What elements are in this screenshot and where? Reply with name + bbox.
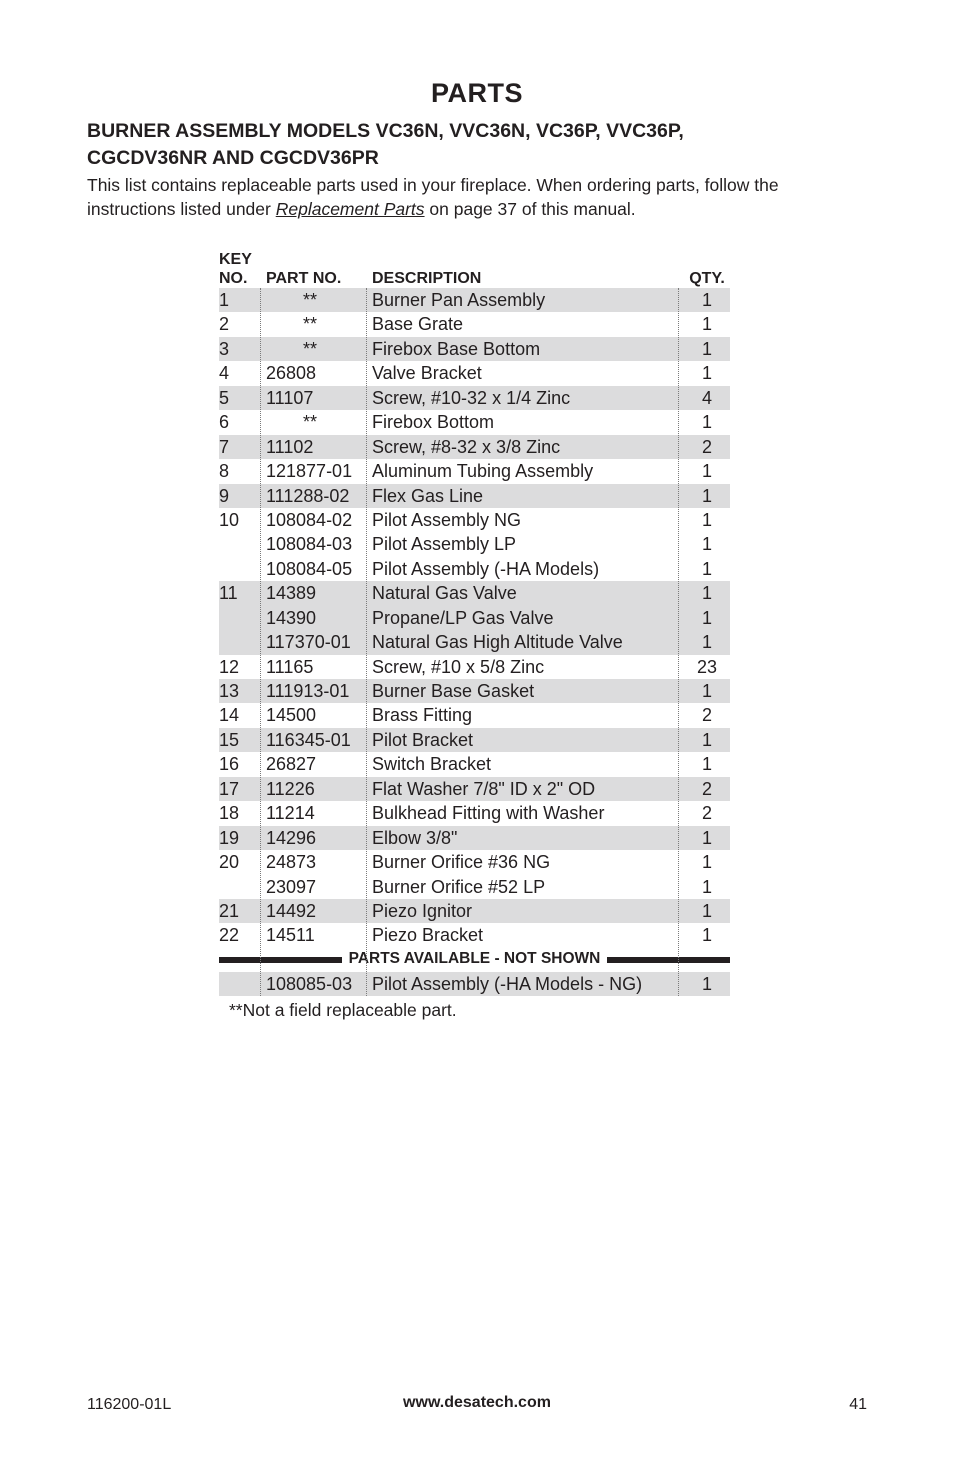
description-cell: Bulkhead Fitting with Washer [372,803,605,824]
qty-cell: 1 [701,754,712,775]
qty-cell: 2 [701,436,712,457]
header-description: DESCRIPTION [372,270,482,287]
table-row [219,606,730,630]
part-no-cell: 14511 [266,925,315,946]
qty-cell: 1 [701,338,712,359]
part-no-cell: ** [302,338,317,359]
description-cell: Firebox Bottom [372,412,495,433]
description-cell: Burner Orifice #36 NG [372,852,551,873]
table-row [219,557,730,581]
footnote: **Not a field replaceable part. [229,1000,457,1020]
page-number: 41 [849,1396,867,1413]
qty-cell: 1 [701,925,712,946]
part-no-cell: 117370-01 [266,632,351,653]
table-row [219,630,730,654]
table-row [219,752,730,776]
key-no-cell: 15 [219,729,240,750]
qty-cell: 1 [701,973,712,994]
key-no-cell: 14 [219,705,240,726]
part-no-cell: 14390 [266,607,317,628]
qty-cell: 1 [701,583,712,604]
header-key-line-1: KEY [219,251,252,268]
table-row [219,703,730,727]
description-cell: Natural Gas Valve [372,583,517,604]
intro-line-2 [87,198,867,222]
parts-available-label: PARTS AVAILABLE - NOT SHOWN [342,950,608,967]
table-body [219,288,730,948]
key-no-cell: 4 [219,363,230,384]
part-no-cell: 108084-03 [266,534,353,555]
header-part-no: PART NO. [266,270,342,287]
qty-cell: 1 [701,290,712,310]
description-cell: Burner Base Gasket [372,681,535,701]
part-no-cell: 11226 [266,778,315,799]
part-no-cell: 108084-02 [266,509,353,530]
part-no-cell: 26827 [266,754,317,775]
description-cell: Burner Orifice #52 LP [372,876,546,897]
qty-cell: 2 [701,705,712,726]
part-no-cell: 111913-01 [266,681,350,701]
qty-cell: 1 [701,314,712,335]
table-row [219,532,730,556]
description-cell: Pilot Assembly (-HA Models - NG) [372,973,643,994]
intro-text-end: on page 37 of this manual. [424,198,636,219]
section-heading-line-1: BURNER ASSEMBLY MODELS VC36N, VVC36N, VC36P, VVC36P, [87,120,684,142]
table-row [219,923,730,947]
table-row [219,801,730,825]
website-link[interactable]: www.desatech.com [403,1394,551,1411]
table-row [219,728,730,752]
description-cell: Pilot Assembly NG [372,509,522,530]
description-cell: Screw, #10 x 5/8 Zinc [372,656,545,677]
header-key-no [219,250,252,288]
part-no-cell: 14296 [266,827,317,848]
description-cell: Base Grate [372,314,464,335]
table-row [219,679,730,703]
key-no-cell: 3 [219,338,230,359]
description-cell: Screw, #10-32 x 1/4 Zinc [372,387,571,408]
qty-cell: 1 [701,363,712,384]
part-no-cell: 26808 [266,363,317,384]
qty-cell: 1 [701,534,712,555]
table-row [219,361,730,385]
parts-available-divider [219,948,730,972]
part-no-cell: 14389 [266,583,317,604]
part-no-cell: 14492 [266,900,317,921]
table-row [219,410,730,434]
qty-cell: 2 [701,778,712,799]
section-heading-line-2: CGCDV36NR AND CGCDV36PR [87,147,379,169]
qty-cell: 1 [701,827,712,848]
part-no-cell: 108085-03 [266,973,353,994]
key-no-cell: 22 [219,925,240,946]
table-row [219,826,730,850]
table-header [219,248,730,288]
qty-cell: 1 [701,681,712,701]
table-row [219,899,730,923]
part-no-cell: ** [302,314,317,335]
part-no-cell: ** [302,412,317,433]
qty-cell: 23 [696,656,718,677]
description-cell: Screw, #8-32 x 3/8 Zinc [372,436,561,457]
part-no-cell: 108084-05 [266,558,353,579]
key-no-cell: 17 [219,778,240,799]
description-cell: Burner Pan Assembly [372,290,546,310]
key-no-cell: 19 [219,827,240,848]
qty-cell: 1 [701,485,712,506]
table-row [219,312,730,336]
key-no-cell: 10 [219,509,240,530]
table-row [219,972,730,996]
description-cell: Aluminum Tubing Assembly [372,461,594,482]
replacement-parts-reference: Replacement Parts [275,198,425,219]
part-no-cell: 11214 [266,803,315,824]
qty-cell: 1 [701,900,712,921]
column-divider-qty [678,288,679,996]
description-cell: Propane/LP Gas Valve [372,607,554,628]
parts-available-label-wrap [219,948,730,970]
qty-cell: 1 [701,412,712,433]
qty-cell: 1 [701,558,712,579]
table-row [219,850,730,874]
qty-cell: 1 [701,461,712,482]
column-divider-part [260,288,261,996]
table-row [219,581,730,605]
part-no-cell: 111288-02 [266,485,350,506]
description-cell: Natural Gas High Altitude Valve [372,632,623,653]
description-cell: Brass Fitting [372,705,473,726]
description-cell: Pilot Bracket [372,729,474,750]
header-key-line-2: NO. [219,270,248,287]
section-heading [87,118,867,172]
description-cell: Switch Bracket [372,754,492,775]
key-no-cell: 12 [219,656,240,677]
table-row [219,777,730,801]
qty-cell: 1 [701,632,712,653]
intro-text: instructions listed under [87,198,276,219]
key-no-cell: 2 [219,314,230,335]
key-no-cell: 20 [219,852,240,873]
description-cell: Firebox Base Bottom [372,338,541,359]
document-number: 116200-01L [87,1396,172,1413]
table-row [219,435,730,459]
key-no-cell: 18 [219,803,240,824]
description-cell: Valve Bracket [372,363,482,384]
table-row [219,655,730,679]
description-cell: Flex Gas Line [372,485,484,506]
key-no-cell: 11 [219,583,238,604]
key-no-cell: 21 [219,900,240,921]
table-row [219,875,730,899]
key-no-cell: 9 [219,485,230,506]
qty-cell: 1 [701,876,712,897]
description-cell: Elbow 3/8" [372,827,458,848]
table-row [219,508,730,532]
key-no-cell: 16 [219,754,240,775]
part-no-cell: 11165 [266,656,314,677]
qty-cell: 1 [701,607,712,628]
table-row [219,337,730,361]
part-no-cell: 121877-01 [266,461,353,482]
header-qty: QTY. [689,270,725,287]
key-no-cell: 13 [219,681,240,701]
description-cell: Flat Washer 7/8" ID x 2" OD [372,778,596,799]
qty-cell: 1 [701,729,712,750]
table-row [219,288,730,312]
part-no-cell: 23097 [266,876,317,897]
description-cell: Pilot Assembly LP [372,534,517,555]
available-parts-body [219,972,730,996]
key-no-cell: 8 [219,461,230,482]
key-no-cell: 1 [219,290,230,310]
table-row [219,386,730,410]
description-cell: Piezo Ignitor [372,900,473,921]
qty-cell: 1 [701,852,712,873]
table-row [219,484,730,508]
column-divider-desc [366,288,367,996]
qty-cell: 4 [701,387,712,408]
part-no-cell: 11102 [266,436,314,457]
qty-cell: 2 [701,803,712,824]
key-no-cell: 5 [219,387,230,408]
part-no-cell: 11107 [266,387,314,408]
key-no-cell: 7 [219,436,230,457]
page-title: PARTS [430,78,523,108]
part-no-cell: ** [302,290,317,310]
part-no-cell: 14500 [266,705,317,726]
description-cell: Pilot Assembly (-HA Models) [372,558,600,579]
intro-line-1: This list contains replaceable parts used in your fireplace. When ordering parts, follow the [87,175,779,195]
qty-cell: 1 [701,509,712,530]
part-no-cell: 24873 [266,852,317,873]
table-row [219,459,730,483]
parts-table [219,248,730,996]
part-no-cell: 116345-01 [266,729,351,750]
description-cell: Piezo Bracket [372,925,484,946]
intro-paragraph [87,174,867,221]
key-no-cell: 6 [219,412,230,433]
